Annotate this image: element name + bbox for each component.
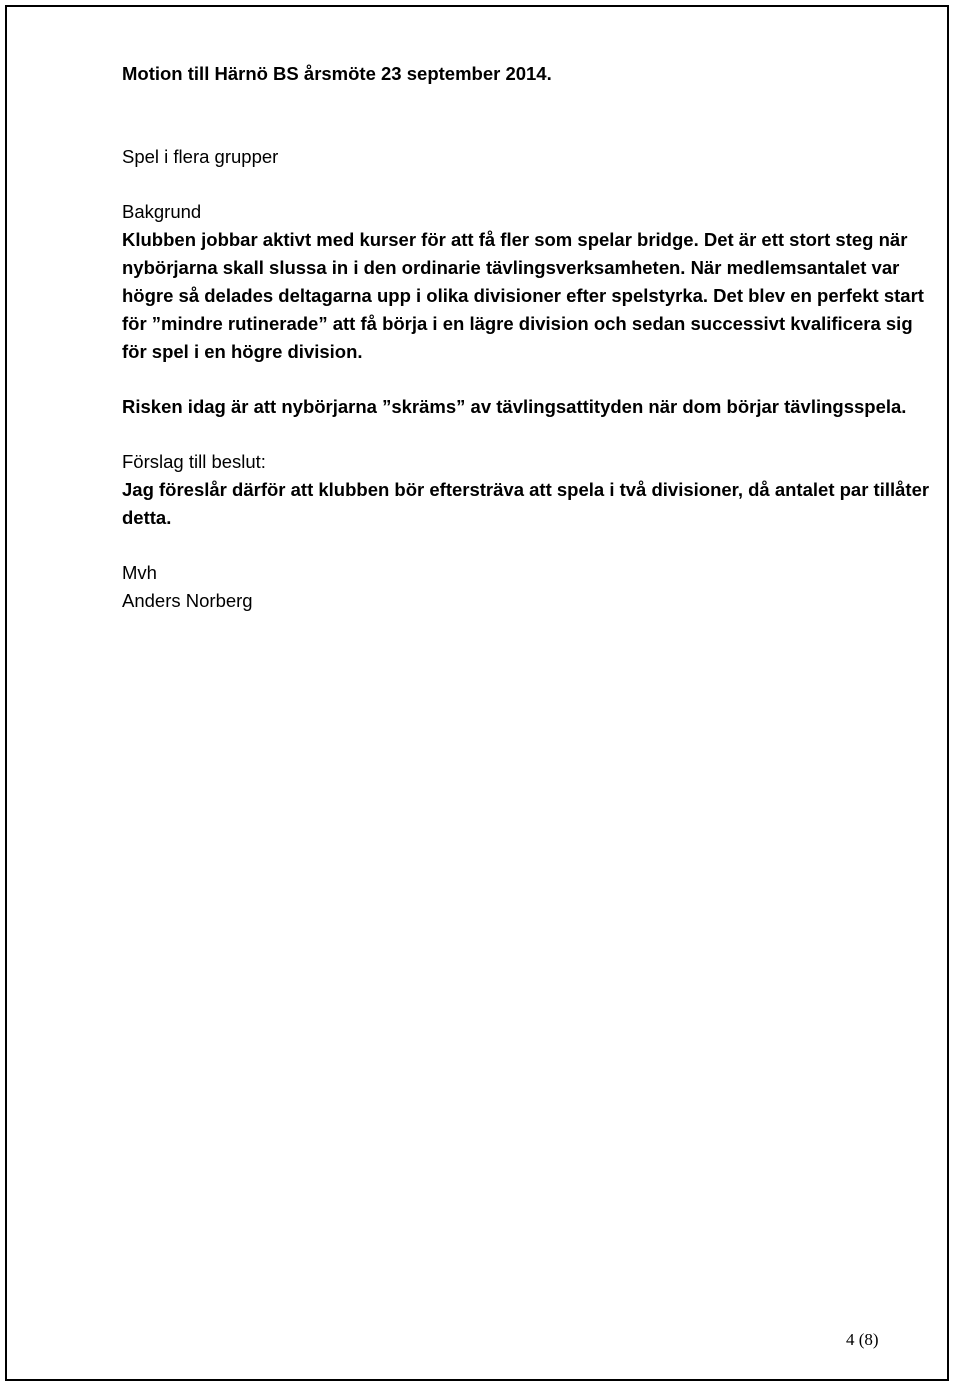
background-title: Bakgrund: [122, 201, 202, 222]
signoff-greeting: Mvh: [122, 562, 157, 583]
document-heading: Motion till Härnö BS årsmöte 23 september 2014.: [122, 63, 552, 84]
risk-paragraph: Risken idag är att nybörjarna ”skräms” av tävlingsattityden när dom börjar tävlingsspela.: [122, 396, 907, 417]
proposal-title: Förslag till beslut:: [122, 451, 266, 472]
signoff-name: Anders Norberg: [122, 590, 253, 611]
motion-subject: Spel i flera grupper: [122, 146, 279, 167]
proposal-text: Jag föreslår därför att klubben bör eftersträva att spela i två divisioner, då antalet par tillåter detta.: [122, 479, 930, 528]
document-body: [122, 60, 932, 615]
page-number: 4 (8): [846, 1330, 879, 1349]
background-paragraph: Klubben jobbar aktivt med kurser för att få fler som spelar bridge. Det är ett stort steg när nybörjarna skall slussa in i den ordinarie tävlingsverksamheten. När medlemsantalet var högre så delades deltagarna upp i olika divisioner efter spelstyrka. Det blev en perfekt start för ”mindre rutinerade” att få börja i en lägre division och sedan successivt kvalificera sig för spel i en högre division.: [122, 229, 924, 362]
